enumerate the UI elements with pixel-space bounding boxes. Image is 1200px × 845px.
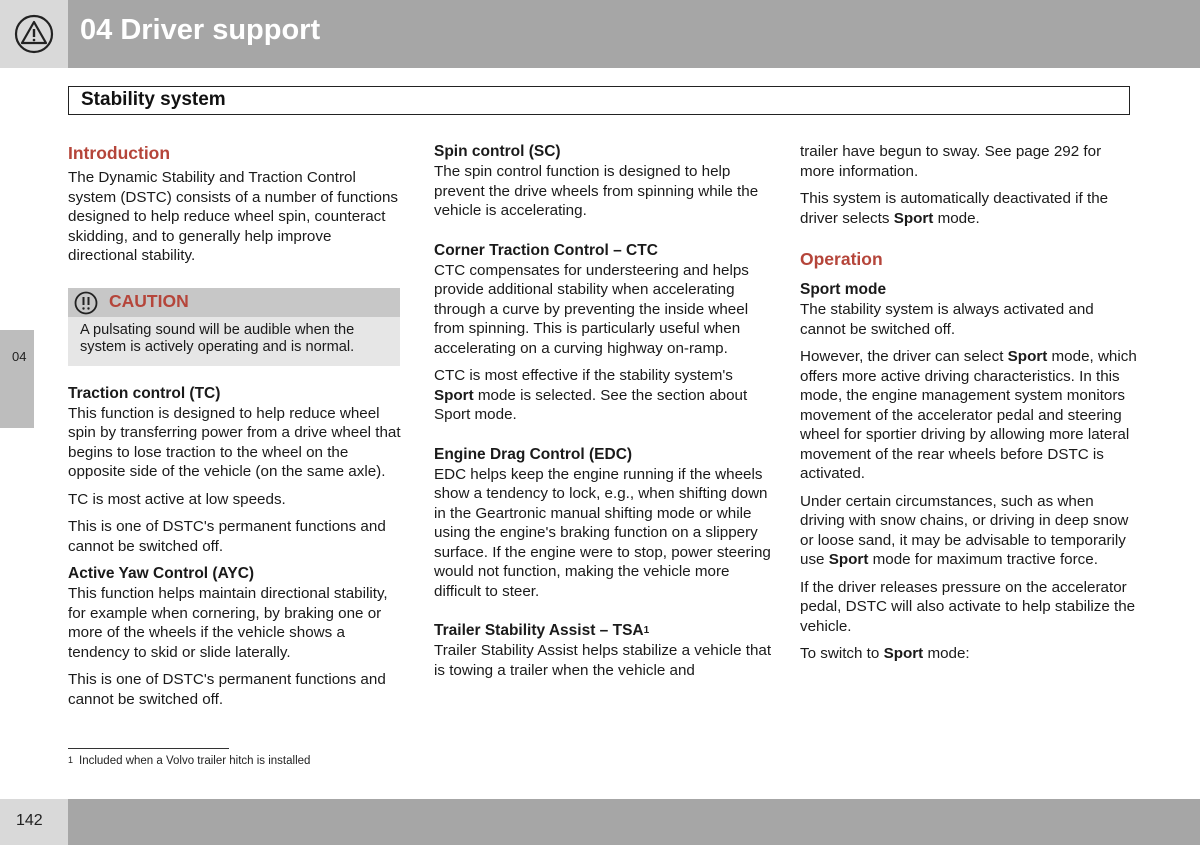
footer-bar: [68, 799, 1200, 845]
footnote: $^1$ Included when a Volvo trailer hitch is installed: [68, 755, 311, 767]
sc-text: The spin control function is designed to help prevent the drive wheels from spinning while the vehicle is accelerating.: [434, 163, 759, 219]
introduction-heading: Introduction: [68, 143, 171, 163]
introduction-text: The Dynamic Stability and Traction Control system (DSTC) consists of a number of functions designed to help reduce wheel spin, counteract skidding, and to generally help improve directional stability.: [68, 169, 399, 264]
section-title: Stability system: [81, 89, 226, 110]
page-number: 142: [16, 812, 43, 829]
operation-heading: Operation: [800, 249, 883, 269]
ayc-text-1: This function helps maintain directional stability, for example when cornering, by braking one or more of the wheels if the vehicle shows a tendency to skid or slide laterally.: [68, 585, 388, 661]
sport-mode-heading: Sport mode: [800, 281, 887, 298]
sport-text-3: Under certain circumstances, such as when driving with snow chains, or driving in deep snow or loose sand, it may be advisable to temporarily use Sport mode for maximum tractive force.: [800, 492, 1129, 568]
edc-heading: Engine Drag Control (EDC): [434, 445, 633, 463]
sport-text-2: However, the driver can select Sport mode, which offers more active driving characteristics. In this mode, the engine management system monitors movement of the accelerator pedal and steering wheel for sportier driving by allowing more lateral movement of the rear wheels before DSTC is activated.: [800, 348, 1137, 482]
tc-text-1: This function is designed to help reduce wheel spin by transferring power from a drive wheel that begins to lose traction to the wheel on the opposite side of the vehicle (on the same axle).: [68, 404, 401, 480]
caution-header: [68, 288, 400, 317]
section-header: [68, 86, 1130, 115]
ayc-heading: Active Yaw Control (AYC): [68, 565, 255, 582]
deactivation-text: This system is automatically deactivated if the driver selects Sport mode.: [800, 190, 1109, 227]
header-icon-box: [0, 0, 68, 68]
tc-text-3: This is one of DSTC's permanent functions and cannot be switched off.: [68, 518, 386, 555]
tc-heading: Traction control (TC): [68, 384, 221, 402]
caution-title: CAUTION: [109, 290, 189, 311]
edc-text: EDC helps keep the engine running if the wheels show a tendency to lock, e.g., when shifting down in the Geartronic manual shifting mode or while using the engine's braking function on a slippery surface. If the engine were to stop, power steering would not function, making the vehicle more difficult to steer.: [434, 465, 771, 600]
column-3: [800, 142, 1138, 672]
column-2: [434, 142, 772, 688]
ayc-text-2: This is one of DSTC's permanent functions and cannot be switched off.: [68, 671, 386, 708]
ctc-heading: Corner Traction Control – CTC: [434, 241, 658, 259]
caution-text: A pulsating sound will be audible when the system is actively operating and is normal.: [68, 317, 400, 366]
warning-triangle-icon: [14, 14, 54, 54]
column-1: [68, 142, 403, 717]
tsa-heading: Trailer Stability Assist – TSA$^1$: [434, 622, 650, 639]
footnote-marker: 1: [643, 625, 650, 636]
ctc-text-1: CTC compensates for understeering and helps provide additional stability when accelerating through a curve by preventing the inside wheel from spinning. This is particularly useful when accelerating on a curving highway on-ramp.: [434, 261, 749, 357]
tsa-continued: trailer have begun to sway. See page 292 for more information.: [800, 143, 1102, 180]
side-tab-label: 04: [12, 349, 27, 364]
side-tab: [0, 330, 34, 428]
sport-text-4: If the driver releases pressure on the accelerator pedal, DSTC will also activate to help stabilize the vehicle.: [800, 578, 1136, 635]
footnote-divider: [68, 748, 229, 749]
exclamation-circle-icon: [74, 291, 98, 315]
ctc-text-2: CTC is most effective if the stability system's Sport mode is selected. See the section about Sport mode.: [434, 367, 748, 423]
switch-text: To switch to Sport mode:: [800, 645, 970, 662]
tsa-text: Trailer Stability Assist helps stabilize a vehicle that is towing a trailer when the vehicle and: [434, 642, 772, 679]
tc-text-2: TC is most active at low speeds.: [68, 490, 286, 508]
sc-heading: Spin control (SC): [434, 143, 561, 160]
sport-text-1: The stability system is always activated and cannot be switched off.: [800, 301, 1094, 338]
caution-box: [68, 288, 400, 366]
chapter-title: 04 Driver support: [80, 14, 321, 46]
